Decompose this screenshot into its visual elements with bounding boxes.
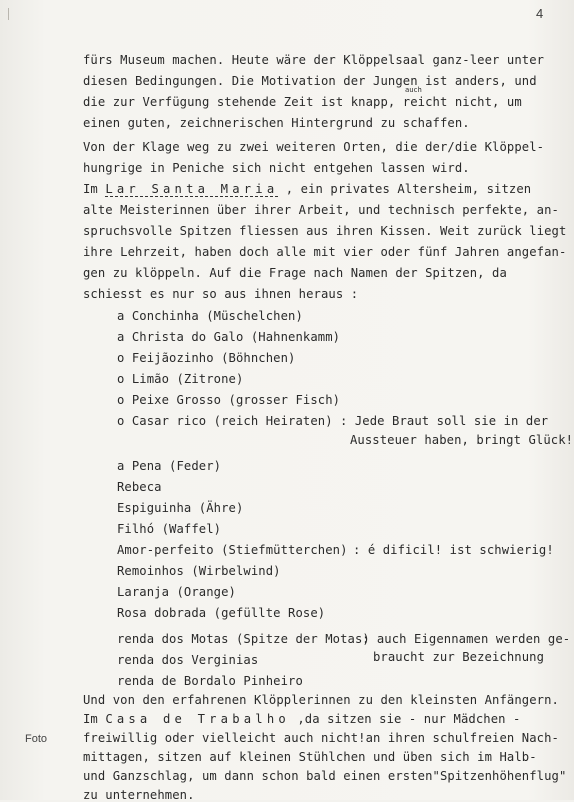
lace-name-item: o Limão (Zitrone): [117, 372, 244, 386]
para4-lead: Im: [83, 712, 106, 726]
para4-line: Und von den erfahrenen Klöpplerinnen zu den kleinsten Anfängern.: [83, 693, 559, 707]
note-casar-rico: : Jede Braut soll sie in der: [340, 414, 549, 428]
para3-line: spruchsvolle Spitzen fliessen aus ihren Kissen. Weit zurück liegt: [83, 224, 567, 238]
para1-line: fürs Museum machen. Heute wäre der Klöppelsaal ganz-leer unter: [83, 53, 545, 67]
lace-name-item: Laranja (Orange): [117, 585, 236, 599]
lace-name-item: Espiguinha (Ähre): [117, 501, 244, 515]
place-casa-de-trabalho: Casa de Trabalho: [105, 712, 290, 726]
note-eigennamen-cont: braucht zur Bezeichnung: [373, 650, 545, 664]
para1-line: diesen Bedingungen. Die Motivation der Jungen ist anders, und: [83, 74, 537, 88]
para4-first-line: [83, 713, 520, 725]
lace-name-item: Rosa dobrada (gefüllte Rose): [117, 606, 326, 620]
lace-name-item: o Feijãozinho (Böhnchen): [117, 351, 296, 365]
para1-line: einen guten, zeichnerischen Hintergrund zu schaffen.: [83, 116, 470, 130]
para1-line: die zur Verfügung stehende Zeit ist knapp, reicht nicht, um: [83, 95, 522, 109]
page-number: 4: [536, 6, 544, 21]
para4-line: und Ganzschlag, um dann schon bald einen ersten"Spitzenhöhenflug": [83, 769, 567, 783]
margin-note-foto: Foto: [25, 733, 48, 745]
lace-name-item: a Christa do Galo (Hahnenkamm): [117, 330, 341, 344]
lace-name-item: o Casar rico (reich Heiraten): [117, 414, 333, 428]
para3-line: ihre Lehrzeit, haben doch alle mit vier oder fünf Jahren angefan-: [83, 245, 567, 259]
para3-line: schiesst es nur so aus ihnen heraus :: [83, 287, 359, 301]
para3-first-line: [83, 183, 531, 195]
para3-line: gen zu klöppeln. Auf die Frage nach Namen der Spitzen, da: [83, 266, 507, 280]
note-casar-rico-cont: Aussteuer haben, bringt Glück!: [350, 433, 574, 447]
lace-name-item: Rebeca: [117, 480, 162, 494]
note-eigennamen: : auch Eigennamen werden ge-: [362, 632, 571, 646]
para3-rest: , ein privates Altersheim, sitzen: [278, 182, 532, 196]
lace-name-item: o Peixe Grosso (grosser Fisch): [117, 393, 341, 407]
lace-name-item: Filhó (Waffel): [117, 522, 222, 536]
lace-name-item: a Pena (Feder): [117, 459, 222, 473]
corner-mark: [8, 8, 12, 20]
para4-rest: ,da sitzen sie - nur Mädchen -: [289, 712, 521, 726]
lace-name-item: a Conchinha (Müschelchen): [117, 309, 303, 323]
lace-name-item: renda dos Motas (Spitze der Motas): [117, 632, 370, 646]
lace-name-item: Remoinhos (Wirbelwind): [117, 564, 281, 578]
lace-name-item: Amor-perfeito (Stiefmütterchen): [117, 543, 348, 557]
handwritten-insert: auch: [405, 86, 422, 94]
lace-name-item: renda dos Verginias: [117, 653, 259, 667]
note-amor-perfeito: : é dificil! ist schwierig!: [353, 543, 554, 557]
para4-line: mittagen, sitzen auf kleinen Stühlchen und üben sich im Halb-: [83, 750, 537, 764]
place-lar-santa-maria: Lar Santa Maria: [105, 182, 279, 196]
para4-line: zu unternehmen.: [83, 788, 195, 802]
para3-lead: Im: [83, 182, 106, 196]
lace-name-item: renda de Bordalo Pinheiro: [117, 674, 303, 688]
para4-line: freiwillig oder vielleicht auch nicht!an ihren schulfreien Nach-: [83, 731, 559, 745]
para2-line: hungrige in Peniche sich nicht entgehen lassen wird.: [83, 161, 470, 175]
para3-line: alte Meisterinnen über ihrer Arbeit, und technisch perfekte, an-: [83, 203, 559, 217]
para2-line: Von der Klage weg zu zwei weiteren Orten, die der/die Klöppel-: [83, 140, 545, 154]
